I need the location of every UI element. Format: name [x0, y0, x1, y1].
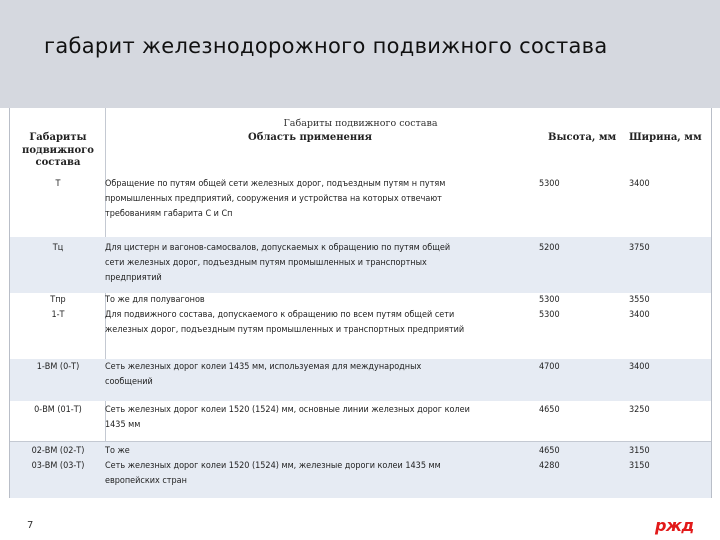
table-row [10, 237, 711, 293]
header-area: Область применения [248, 132, 373, 143]
table-row [10, 359, 711, 401]
row-width: 3150 3150 [629, 446, 650, 471]
row-width: 3750 [629, 243, 650, 253]
row-height: 4650 4280 [539, 446, 560, 471]
slide-title: габарит железнодорожного подвижного состава [44, 34, 608, 58]
page-number: 7 [27, 520, 34, 531]
row-code: Тц [52, 243, 64, 253]
gauge-table [9, 108, 712, 498]
header-height: Высота, мм [548, 132, 617, 143]
table-row [10, 401, 711, 441]
table-row [10, 293, 711, 359]
row-height: 4700 [539, 362, 560, 372]
table-row [10, 441, 711, 498]
row-description: Обращение по путям общей сети железных дорог, подъездным путям н путям промышленных предприятий, сооружения и устройства на которых отвечают требованиям габарита С и Сп [105, 179, 446, 219]
row-description: Сеть железных дорог колеи 1435 мм, используемая для международных сообщений [105, 362, 422, 387]
row-height: 5300 5300 [539, 295, 560, 320]
table-row [10, 174, 711, 237]
row-code: 0-ВМ (01-Т) [34, 405, 82, 415]
row-code: Тпр 1-Т [50, 295, 66, 320]
row-width: 3250 [629, 405, 650, 415]
header-width: Ширина, мм [629, 132, 702, 143]
table-caption: Габариты подвижного состава [283, 118, 438, 129]
row-description: Для цистерн и вагонов-самосвалов, допускаемых к обращению по путям общей сети железных дорог, подъездным путям промышленных и транспортных предприятий [105, 243, 451, 283]
row-width: 3400 [629, 179, 650, 189]
row-code: Т [55, 179, 61, 189]
row-description: Сеть железных дорог колеи 1520 (1524) мм, основные линии железных дорог колеи 1435 мм [105, 405, 470, 430]
row-description: То же для полувагонов Для подвижного состава, допускаемого к обращению по всем путям общей сети железных дорог, подъездным путям промышленных и транспортных предприятий [105, 295, 465, 335]
row-code: 1-ВМ (0-Т) [36, 362, 80, 372]
header-code: Габариты подвижного состава [22, 132, 94, 168]
row-height: 5200 [539, 243, 560, 253]
row-height: 4650 [539, 405, 560, 415]
row-height: 5300 [539, 179, 560, 189]
rzd-logo: ржд [655, 516, 694, 535]
row-description: То же Сеть железных дорог колеи 1520 (1524) мм, железные дороги колеи 1435 мм европейских стран [105, 446, 441, 486]
row-width: 3400 [629, 362, 650, 372]
row-code: 02-ВМ (02-Т) 03-ВМ (03-Т) [31, 446, 85, 471]
row-width: 3550 3400 [629, 295, 650, 320]
